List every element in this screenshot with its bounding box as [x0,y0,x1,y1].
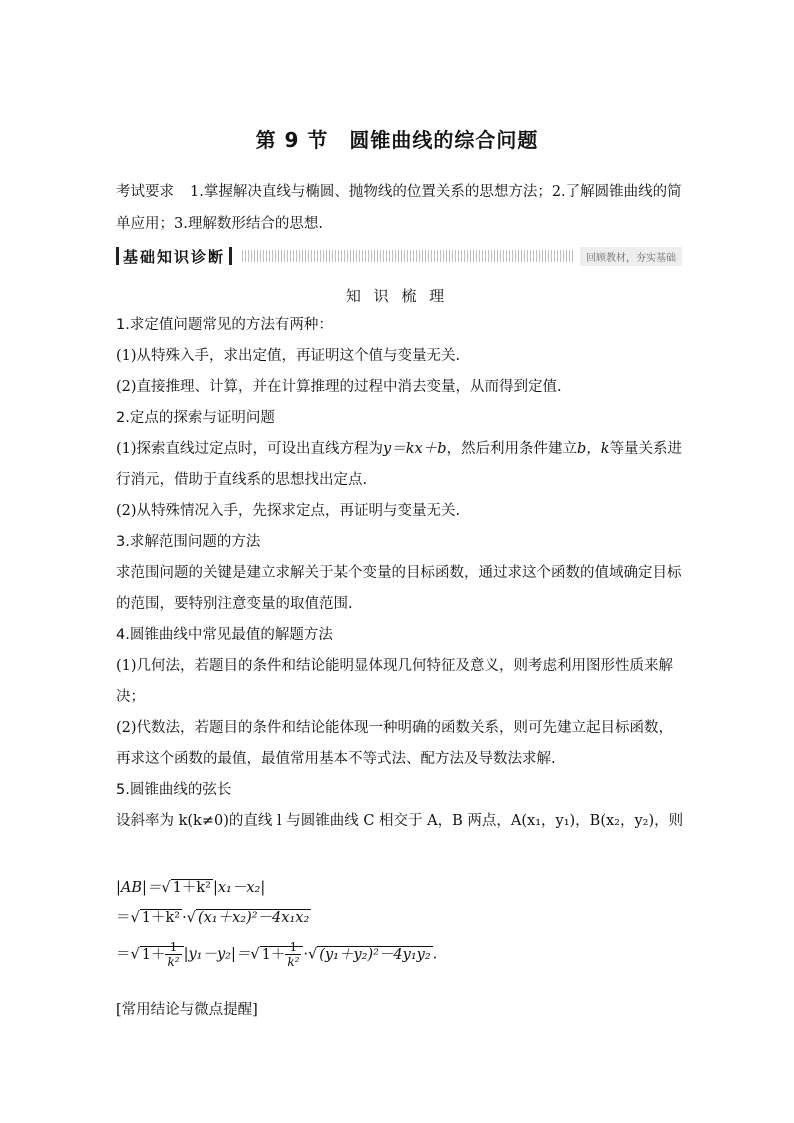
formula-text: 1＋ [261,946,286,963]
sqrt-term: (x₁＋x₂)²－4x₁x₂ [197,910,310,926]
formula-text: ＝ [116,946,131,963]
heading-5: 5.圆锥曲线的弦长 [116,782,232,798]
banner-side-text: 回顾教材，夯实基础 [580,247,682,266]
sqrt-term: (y₁＋y₂)²－4y₁y₂ [319,946,431,963]
sqrt-term [140,940,184,969]
content-body [116,310,686,837]
equation: y＝kx＋b [383,441,447,457]
paragraph: 设斜率为 k(k≠0)的直线 l 与圆锥曲线 C 相交于 A，B 两点，A(x₁，y₁)，B(x₂，y₂)，则 [116,813,684,829]
exam-req-label: 考试要求 [116,184,174,200]
text-span: 等量关系进行消元，借助于直线系的思想找出定点. [116,441,683,488]
page-title: 第 9 节 圆锥曲线的综合问题 [255,128,539,152]
banner-bar-icon [229,247,232,265]
paragraph: (1)几何法，若题目的条件和结论能明显体现几何特征及意义，则考虑利用图形性质来解决； [116,658,674,705]
variables: b，k [576,441,610,457]
sqrt-term: 1＋k² [172,880,211,896]
fraction [285,940,301,969]
formula-text: |AB|＝ [116,880,162,896]
formula-text: |y₁－y₂|＝ [183,946,251,963]
section-banner [116,244,682,268]
text-span: ，然后利用条件建立 [446,441,577,457]
paragraph: (2)从特殊情况入手，先探求定点，再证明与变量无关. [116,503,461,519]
paragraph: (2)直接推理、计算，并在计算推理的过程中消去变量，从而得到定值. [116,379,562,395]
denominator: k² [287,955,300,969]
exam-requirements [116,176,682,240]
banner-title: 基础知识诊断 [123,247,226,266]
section-subtitle: 知 识 梳 理 [345,287,449,305]
tips-heading: [常用结论与微点提醒] [116,1002,258,1018]
formula-text: |x₁－x₂| [212,880,266,896]
formula-text: 1＋ [141,946,166,963]
sqrt-term: 1＋k² [141,910,181,926]
heading-1: 1.求定值问题常见的方法有两种： [116,317,333,333]
heading-3: 3.求解范围问题的方法 [116,534,261,550]
numerator: 1 [285,940,301,955]
formula-line-2: ＝√ 1＋k² ·√ (x₁＋x₂)²－4x₁x₂ [116,910,310,926]
text-span: (1)探索直线过定点时，可设出直线方程为 [116,441,384,457]
formula-line-3: ＝√ 1＋ $\frac{1}{\text{k²}}$ |y₁－y₂|＝√ 1＋ $\frac{1}{\text{k²}}$ ·√ (y₁＋y₂)²－4y₁y₂ . [116,940,438,969]
heading-2: 2.定点的探索与证明问题 [116,410,275,426]
banner-stripes [242,250,574,262]
paragraph: (2)代数法，若题目的条件和结论能体现一种明确的函数关系，则可先建立起目标函数，再求这个函数的最值，最值常用基本不等式法、配方法及导数法求解. [116,720,674,767]
denominator: k² [167,955,180,969]
paragraph [116,434,686,496]
formula-line-1: |AB|＝√ 1＋k² |x₁－x₂| [116,880,266,896]
paragraph: 求范围问题的关键是建立求解关于某个变量的目标函数，通过求这个函数的值域确定目标的范围，要特别注意变量的取值范围. [116,565,682,612]
paragraph: (1)从特殊入手，求出定值，再证明这个值与变量无关. [116,348,461,364]
exam-req-text: 1.掌握解决直线与椭圆、抛物线的位置关系的思想方法；2.了解圆锥曲线的简单应用；3.理解数形结合的思想. [116,184,682,232]
heading-4: 4.圆锥曲线中常见最值的解题方法 [116,627,333,643]
fraction [165,940,181,969]
sqrt-term [260,940,304,969]
formula-text: . [432,946,438,963]
numerator: 1 [165,940,181,955]
formula-text: ＝ [116,910,131,926]
banner-bar-icon [116,247,119,265]
